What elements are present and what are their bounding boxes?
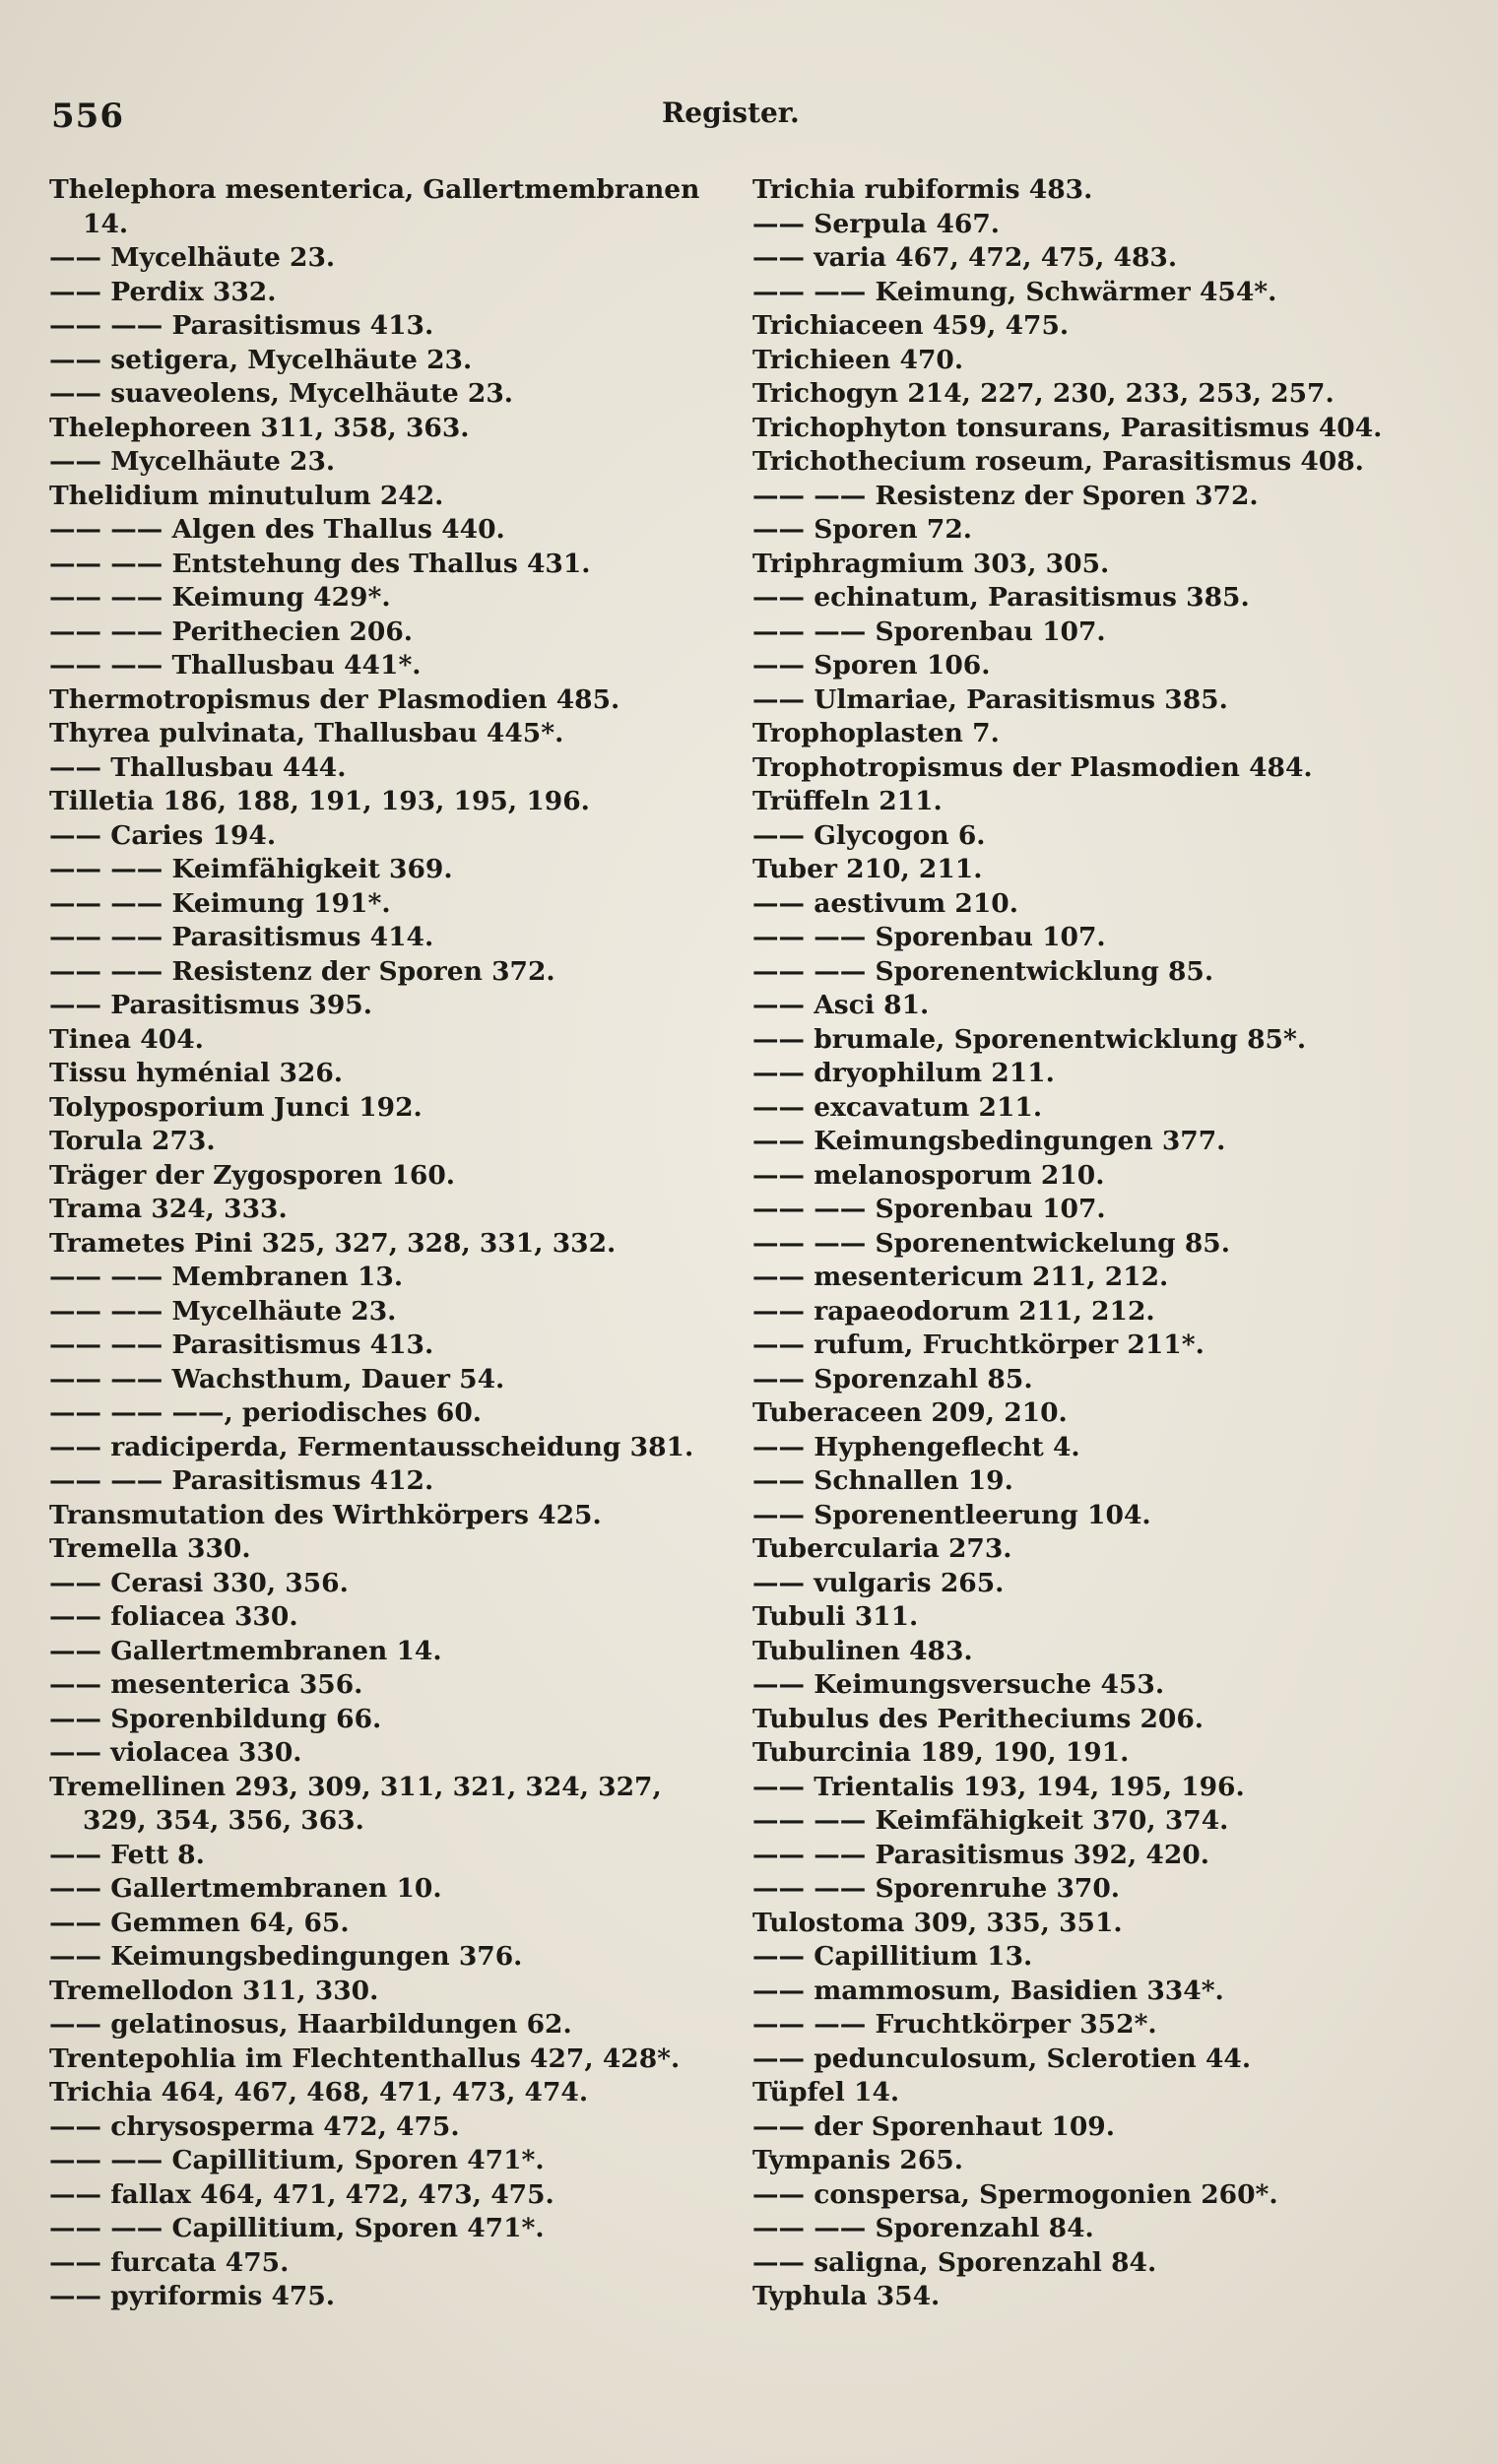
index-entry: —— gelatinosus, Haarbildungen 62. — [49, 2009, 572, 2040]
index-entry: Tubuli 311. — [752, 1601, 919, 1632]
index-entry: —— —— Capillitium, Sporen 471*. — [49, 2213, 545, 2243]
index-entry: —— Keimungsbedingungen 376. — [49, 1941, 523, 1972]
index-entry: —— pedunculosum, Sclerotien 44. — [752, 2043, 1252, 2074]
index-entry: Trüffeln 211. — [752, 786, 943, 816]
index-entry: Trametes Pini 325, 327, 328, 331, 332. — [49, 1227, 617, 1259]
index-entry: —— —— Keimfähigkeit 369. — [49, 854, 453, 884]
index-entry: —— —— Resistenz der Sporen 372. — [49, 955, 555, 987]
index-column-left — [49, 173, 739, 2314]
index-entry: —— Schnallen 19. — [752, 1465, 1013, 1496]
page-number: 556 — [51, 97, 124, 136]
index-entry: Trichothecium roseum, Parasitismus 408. — [752, 446, 1364, 477]
index-entry: Tissu hyménial 326. — [49, 1058, 344, 1088]
index-entry: —— Thallusbau 444. — [49, 751, 347, 783]
index-entry: —— —— Thallusbau 441*. — [49, 650, 422, 681]
running-head: Register. — [662, 97, 800, 129]
index-entry: Trophoplasten 7. — [752, 718, 1000, 748]
index-entry: Tolyposporium Junci 192. — [49, 1091, 423, 1123]
index-entry: Thelephoreen 311, 358, 363. — [49, 412, 470, 443]
index-entry: Trama 324, 333. — [49, 1194, 288, 1224]
index-entry: —— Perdix 332. — [49, 276, 277, 307]
index-entry: Tremellinen 293, 309, 311, 321, 324, 327, — [49, 1771, 662, 1802]
index-entry: Trichophyton tonsurans, Parasitismus 404. — [752, 412, 1383, 443]
index-entry: Tubulus des Peritheciums 206. — [752, 1703, 1205, 1734]
index-entry: Tuber 210, 211. — [752, 854, 983, 884]
index-entry: Tulostoma 309, 335, 351. — [752, 1907, 1123, 1938]
index-entry: Tubulinen 483. — [752, 1635, 973, 1666]
index-entry: —— —— Sporenbau 107. — [752, 616, 1106, 647]
index-entry: —— —— Fruchtkörper 352*. — [752, 2009, 1157, 2040]
index-entry: Trichia rubiformis 483. — [752, 174, 1093, 205]
index-entry: Trophotropismus der Plasmodien 484. — [752, 751, 1313, 783]
index-entry: Träger der Zygosporen 160. — [49, 1159, 456, 1191]
index-entry: —— Mycelhäute 23. — [49, 242, 336, 273]
index-entry: —— —— Keimung 429*. — [49, 582, 391, 613]
index-entry: —— Sporenbildung 66. — [49, 1703, 382, 1734]
index-entry: —— —— Capillitium, Sporen 471*. — [49, 2145, 545, 2175]
index-entry: —— saligna, Sporenzahl 84. — [752, 2246, 1157, 2278]
index-entry: —— excavatum 211. — [752, 1091, 1043, 1123]
index-entry: —— Glycogon 6. — [752, 819, 986, 851]
index-entry: —— fallax 464, 471, 472, 473, 475. — [49, 2178, 554, 2210]
index-entry: —— —— Keimung 191*. — [49, 887, 391, 919]
index-entry: Tinea 404. — [49, 1023, 204, 1055]
index-entry: —— der Sporenhaut 109. — [752, 2110, 1115, 2142]
index-entry: —— Ulmariae, Parasitismus 385. — [752, 683, 1228, 715]
index-entry: —— vulgaris 265. — [752, 1567, 1005, 1598]
index-entry: —— mesentericum 211, 212. — [752, 1262, 1169, 1292]
index-entry: —— echinatum, Parasitismus 385. — [752, 582, 1250, 613]
index-entry: Transmutation des Wirthkörpers 425. — [49, 1499, 602, 1530]
index-entry: Tuberaceen 209, 210. — [752, 1397, 1068, 1428]
index-entry: —— Caries 194. — [49, 819, 277, 851]
index-entry: —— Cerasi 330, 356. — [49, 1567, 349, 1598]
index-entry: Tubercularia 273. — [752, 1533, 1012, 1564]
index-entry: —— melanosporum 210. — [752, 1159, 1105, 1191]
index-entry: —— Keimungsversuche 453. — [752, 1669, 1165, 1700]
index-entry: —— —— Sporenzahl 84. — [752, 2213, 1094, 2243]
index-entry: 14. — [83, 208, 129, 239]
index-entry: —— —— Sporenentwickelung 85. — [752, 1227, 1230, 1259]
index-entry: —— Serpula 467. — [752, 208, 1000, 239]
index-entry: —— conspersa, Spermogonien 260*. — [752, 2178, 1278, 2210]
index-entry: —— —— Resistenz der Sporen 372. — [752, 480, 1259, 511]
index-entry: —— aestivum 210. — [752, 887, 1018, 919]
index-entry: Triphragmium 303, 305. — [752, 548, 1110, 579]
index-entry: —— radiciperda, Fermentausscheidung 381. — [49, 1431, 694, 1462]
index-entry: Typhula 354. — [752, 2281, 941, 2311]
index-entry: Tremella 330. — [49, 1533, 251, 1564]
index-entry: —— furcata 475. — [49, 2246, 290, 2278]
index-entry: —— suaveolens, Mycelhäute 23. — [49, 378, 514, 409]
index-entry: Thelephora mesenterica, Gallertmembranen — [49, 174, 700, 205]
index-entry: —— —— Keimung, Schwärmer 454*. — [752, 276, 1277, 307]
index-entry: —— Hyphengeflecht 4. — [752, 1431, 1080, 1462]
index-entry: —— Capillitium 13. — [752, 1941, 1033, 1972]
index-entry: Trichogyn 214, 227, 230, 233, 253, 257. — [752, 378, 1335, 409]
index-entry: —— Trientalis 193, 194, 195, 196. — [752, 1771, 1245, 1802]
index-entry: 329, 354, 356, 363. — [83, 1805, 364, 1836]
index-entry: —— Gemmen 64, 65. — [49, 1907, 350, 1938]
index-entry: Trichia 464, 467, 468, 471, 473, 474. — [49, 2077, 589, 2107]
index-entry: —— Asci 81. — [752, 990, 930, 1020]
index-entry: —— —— Perithecien 206. — [49, 616, 414, 647]
index-entry: Torula 273. — [49, 1126, 216, 1156]
index-entry: —— Gallertmembranen 10. — [49, 1873, 442, 1904]
index-entry: —— pyriformis 475. — [49, 2281, 336, 2311]
index-entry: —— —— Parasitismus 412. — [49, 1465, 434, 1496]
index-entry: —— brumale, Sporenentwicklung 85*. — [752, 1023, 1307, 1055]
index-entry: —— —— Sporenruhe 370. — [752, 1873, 1121, 1904]
index-entry: Trichieen 470. — [752, 344, 964, 375]
index-entry: —— rapaeodorum 211, 212. — [752, 1295, 1155, 1327]
index-entry: —— —— Parasitismus 414. — [49, 922, 434, 952]
index-entry: —— —— Parasitismus 413. — [49, 1329, 434, 1360]
index-entry: —— varia 467, 472, 475, 483. — [752, 242, 1178, 273]
index-entry: Trentepohlia im Flechtenthallus 427, 428*. — [49, 2043, 681, 2074]
index-entry: —— mammosum, Basidien 334*. — [752, 1975, 1224, 2006]
index-entry: Trichiaceen 459, 475. — [752, 310, 1070, 341]
index-entry: —— —— Sporenbau 107. — [752, 922, 1106, 952]
index-entry: —— Parasitismus 395. — [49, 990, 372, 1020]
index-entry: —— mesenterica 356. — [49, 1669, 363, 1700]
index-entry: —— —— Parasitismus 392, 420. — [752, 1839, 1209, 1870]
index-entry: —— Sporenzahl 85. — [752, 1363, 1033, 1394]
index-entry: —— —— Membranen 13. — [49, 1262, 404, 1292]
index-entry: Thermotropismus der Plasmodien 485. — [49, 683, 620, 715]
index-entry: —— —— Algen des Thallus 440. — [49, 514, 505, 545]
index-entry: —— —— Keimfähigkeit 370, 374. — [752, 1805, 1229, 1836]
index-entry: —— —— Sporenentwicklung 85. — [752, 955, 1214, 987]
index-entry: —— Sporenentleerung 104. — [752, 1499, 1151, 1530]
index-entry: Thelidium minutulum 242. — [49, 480, 444, 511]
index-entry: —— chrysosperma 472, 475. — [49, 2110, 460, 2142]
index-entry: —— violacea 330. — [49, 1737, 302, 1768]
index-entry: —— —— Sporenbau 107. — [752, 1194, 1106, 1224]
index-entry: —— Gallertmembranen 14. — [49, 1635, 442, 1666]
index-entry: —— Keimungsbedingungen 377. — [752, 1126, 1226, 1156]
index-column-right — [752, 173, 1442, 2314]
index-entry: —— —— Entstehung des Thallus 431. — [49, 548, 591, 579]
index-entry: —— Fett 8. — [49, 1839, 205, 1870]
index-entry: Tympanis 265. — [752, 2145, 963, 2175]
index-entry: Tuburcinia 189, 190, 191. — [752, 1737, 1130, 1768]
index-entry: —— —— Wachsthum, Dauer 54. — [49, 1363, 505, 1394]
index-entry: —— Sporen 72. — [752, 514, 972, 545]
index-entry: Tremellodon 311, 330. — [49, 1975, 379, 2006]
index-entry: Tilletia 186, 188, 191, 193, 195, 196. — [49, 786, 590, 816]
index-entry: Tüpfel 14. — [752, 2077, 900, 2107]
index-entry: —— Mycelhäute 23. — [49, 446, 336, 477]
index-entry: —— rufum, Fruchtkörper 211*. — [752, 1329, 1205, 1360]
index-entry: —— —— Parasitismus 413. — [49, 310, 434, 341]
index-entry: —— setigera, Mycelhäute 23. — [49, 344, 473, 375]
index-entry: —— Sporen 106. — [752, 650, 991, 681]
index-entry: Thyrea pulvinata, Thallusbau 445*. — [49, 718, 564, 748]
index-entry: —— —— ——, periodisches 60. — [49, 1397, 483, 1428]
index-entry: —— —— Mycelhäute 23. — [49, 1295, 397, 1327]
index-entry: —— dryophilum 211. — [752, 1058, 1055, 1088]
index-entry: —— foliacea 330. — [49, 1601, 298, 1632]
